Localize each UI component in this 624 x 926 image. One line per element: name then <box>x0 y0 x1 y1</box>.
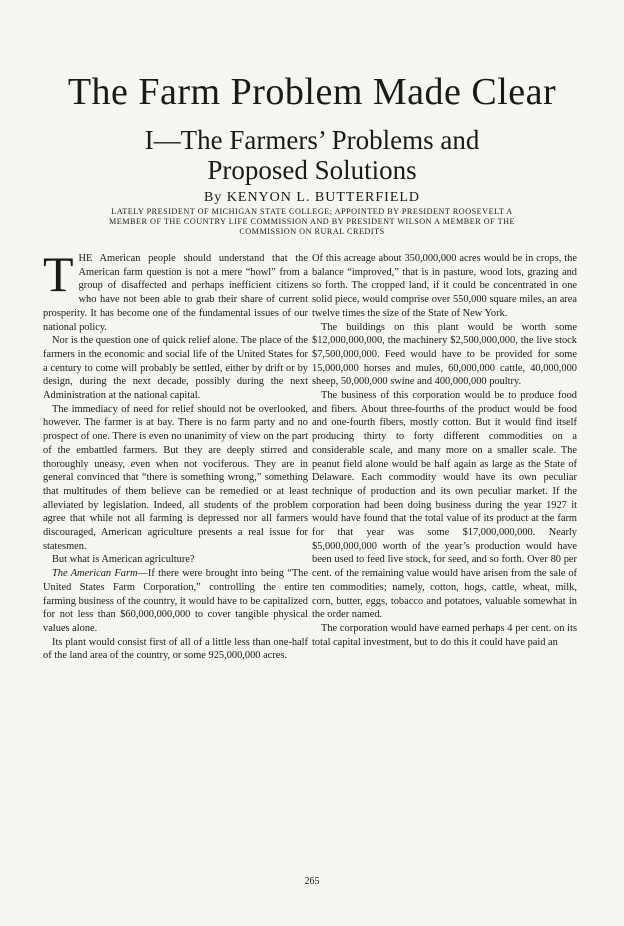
article-title: The Farm Problem Made Clear <box>67 71 557 113</box>
credentials-line-1: LATELY PRESIDENT OF MICHIGAN STATE COLLEGE; APPOINTED BY PRESIDENT ROOSEVELT A <box>111 207 513 216</box>
drop-cap: T <box>43 252 74 302</box>
author-credentials <box>62 207 562 237</box>
subtitle-line-1: I—The Farmers’ Problems and <box>144 125 480 155</box>
paragraph-3: The immediacy of need for relief should not be overlooked, however. The farmer is at bay. There is no farm party and no prospect of one. There is even no unanimity of view on the part of the embattled farmers. But they are deeply stirred and thoroughly uneasy, even when not vociferous. They are in general convinced that “there is something wrong,” something that multitudes of them believe can be remedied or at least alleviated by legislation. Indeed, all students of the problem agree that while not all farming is depressed nor all farmers discouraged, American agriculture presents a real issue for statesmen. <box>43 403 308 552</box>
paragraph-4: But what is American agriculture? <box>52 554 195 566</box>
paragraph-8: The buildings on this plant would be worth some $12,000,000,000, the machinery $2,500,000,000, the live stock $7,500,000,000. Feed would have to be provided for some 15,000,000 horses and mules, 60,000,000 cattle, 40,000,000 sheep, 50,000,000 swine and 400,000,000 poultry. <box>312 321 577 388</box>
paragraph-7: Of this acreage about 350,000,000 acres would be in crops, the balance “improved,” that is in pasture, wood lots, grazing and so forth. The cropped land, if it could be concentrated in one solid piece, would comprise over 550,000 square miles, an area twelve times the size of the State of New York. <box>312 253 577 319</box>
author-byline: By KENYON L. BUTTERFIELD <box>203 190 421 205</box>
paragraph-2: Nor is the question one of quick relief alone. The place of the farmers in the economic and social life of the United States for a century to come will probably be settled, either by drift or by design, during the next decade, possibly during the next Administration at the national capital. <box>43 335 308 402</box>
credentials-line-2: MEMBER OF THE COUNTRY LIFE COMMISSION AND BY PRESIDENT WILSON A MEMBER OF THE <box>109 217 515 226</box>
credentials-line-3: COMMISSION ON RURAL CREDITS <box>239 227 385 236</box>
paragraph-10: The corporation would have earned perhaps 4 per cent. on its total capital investment, but to do this it could have paid an <box>312 622 577 648</box>
paragraph-9: The business of this corporation would be to produce food and fibers. About three-fourths of the product would be food and one-fourth fibers, mostly cotton. But it would find itself producing thirty to forty different commodities on a considerable scale, and many more on a smaller scale. The peanut field alone would be half again as large as the State of Delaware. Each commodity would have its own peculiar technique of production and its own peculiar market. If the corporation had been doing business during the year 1927 it would have found that the total value of its product at the farm for that year was some $17,000,000,000. Nearly $5,000,000,000 worth of the year’s production would have been used to feed live stock, for seed, and so forth. Over 80 per cent. of the remaining value would have arisen from the sale of ten commodities; namely, cotton, hogs, cattle, wheat, milk, corn, butter, eggs, tobacco and potatoes, valuable somewhat in the order named. <box>312 390 577 621</box>
paragraph-1 <box>43 252 308 334</box>
paragraph-6: Its plant would consist first of all of a little less than one-half of the land area of the country, or some 925,000,000 acres. <box>43 636 308 662</box>
article-subtitle <box>0 125 624 185</box>
right-column <box>312 252 577 892</box>
paragraph-5 <box>43 567 308 636</box>
page-number: 265 <box>304 876 320 887</box>
paragraph-1-text: HE American people should understand that the American farm question is not a mere “howl” from a group of disaffected and perhaps inefficient citizens who have not been able to grab their share of current prosperity. It has become one of the fundamental issues of our national policy. <box>43 253 308 333</box>
paragraph-5-text: —If there were brought into being “The United States Farm Corporation,” controlling the entire farming business of the country, it would have to be capitalized for not less than $60,000,000,000 to cover tangible physical values alone. <box>43 568 308 634</box>
left-column <box>43 252 308 892</box>
subtitle-line-2: Proposed Solutions <box>207 155 417 185</box>
section-lead-in: The American Farm <box>52 568 138 580</box>
